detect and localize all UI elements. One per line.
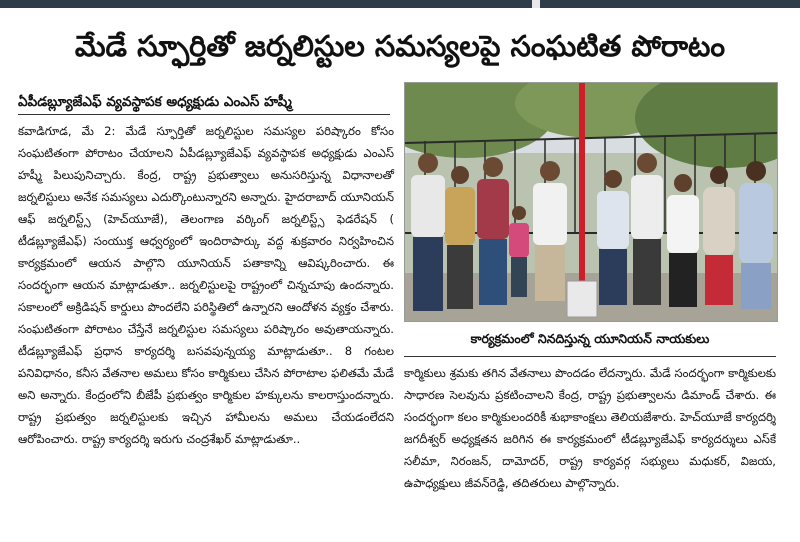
top-bar (0, 0, 800, 8)
photo-scene (405, 83, 777, 321)
article-text-right: కార్మికులు శ్రమకు తగిన వేతనాలు పొందడం లేదన్నారు. మేడే సందర్భంగా కార్మికులకు సాధారణ సెలవును ప్రకటించాలని కేంద్ర, రాష్ట్ర ప్రభుత్వాలను డిమాండ్ చేశారు. ఈ సందర్భంగా కలం కార్మికులందరికీ శుభాకాంక్షలు తెలియజేశారు. హెచ్‌యూజే కార్యదర్శి జగదీశ్వర్ అధ్యక్షతన జరిగిన ఈ కార్యక్రమంలో టీడబ్ల్యూజేఎఫ్ కార్యదర్శులు ఎస్‌కే సలీమా, నిరంజన్, దామోదర్, రాష్ట్ర కార్యవర్గ సభ్యులు మధుకర్, విజయ, ఉపాధ్యక్షులు జీవన్‌రెడ్డి, తదితరులు పాల్గొన్నారు. (404, 366, 776, 490)
article-column-left (18, 120, 394, 450)
headline: మేడే స్ఫూర్తితో జర్నలిస్టుల సమస్యలపై సంఘటిత పోరాటం (74, 29, 726, 63)
article-column-right (404, 362, 776, 494)
subheadline: ఏపీడబ్ల్యూజేఎఫ్ వ్యవస్థాపక అధ్యక్షుడు ఎంఎస్ హష్మీ (18, 94, 292, 110)
photo-caption: కార్యక్రమంలో నినదిస్తున్న యూనియన్ నాయకులు (470, 331, 710, 346)
article-text-left: కవాడిగూడ, మే 2: మేడే స్ఫూర్తితో జర్నలిస్టుల సమస్యల పరిష్కారం కోసం సంఘటితంగా పోరాటం చేయాలని ఏపీడబ్ల్యూజేఎఫ్ వ్యవస్థాపక అధ్యక్షుడు ఎంఎస్ హష్మీ పిలుపునిచ్చారు. కేంద్ర, రాష్ట్ర ప్రభుత్వాలు అనుసరిస్తున్న విధానాలతో జర్నలిస్టులు అనేక సమస్యలు ఎదుర్కొంటున్నారని అన్నారు. హైదరాబాద్ యూనియన్ ఆఫ్ జర్నలిస్ట్స్ (హెచ్‌యూజే), తెలంగాణ వర్కింగ్ జర్నలిస్ట్స్ ఫెడరేషన్ ( టీడబ్ల్యూజేఎఫ్) సంయుక్త ఆధ్వర్యంలో ఇందిరాపార్కు వద్ద శుక్రవారం నిర్వహించిన కార్యక్రమంలో ఆయన పాల్గొని యూనియన్ పతాకాన్ని ఆవిష్కరించారు. ఈ సందర్భంగా ఆయన మాట్లాడుతూ.. జర్నలిస్టులపై రాష్ట్రంలో చిన్నచూపు ఉందన్నారు. సకాలంలో అక్రిడిషన్ కార్డులు పొందలేని పరిస్థితిలో ఉన్నారని ఆందోళన వ్యక్తం చేశారు. సంఘటితంగా పోరాటం చేస్తేనే జర్నలిస్టుల సమస్యలు పరిష్కారం అవుతాయన్నారు. టీడబ్ల్యూజేఎఫ్ ప్రధాన కార్యదర్శి బసవపున్నయ్య మాట్లాడుతూ.. 8 గంటల పనివిధానం, కనీస వేతనాల అమలు కోసం కార్మికులు చేసిన పోరాటాల ఫలితమే మేడే అని అన్నారు. కేంద్రంలోని బీజేపీ ప్రభుత్వం కార్మికుల హక్కులను కాలరాస్తుందన్నారు. రాష్ట్ర ప్రభుత్వం జర్నలిస్టులకు ఇచ్చిన హామీలను అమలు చేయడంలేదని ఆరోపించారు. రాష్ట్ర కార్యదర్శి ఇరుగు చంద్రశేఖర్ మాట్లాడుతూ.. (18, 124, 394, 446)
news-photo (404, 82, 778, 322)
subheadline-rule (18, 114, 390, 115)
caption-rule (404, 356, 776, 357)
top-bar-tab (532, 0, 540, 8)
